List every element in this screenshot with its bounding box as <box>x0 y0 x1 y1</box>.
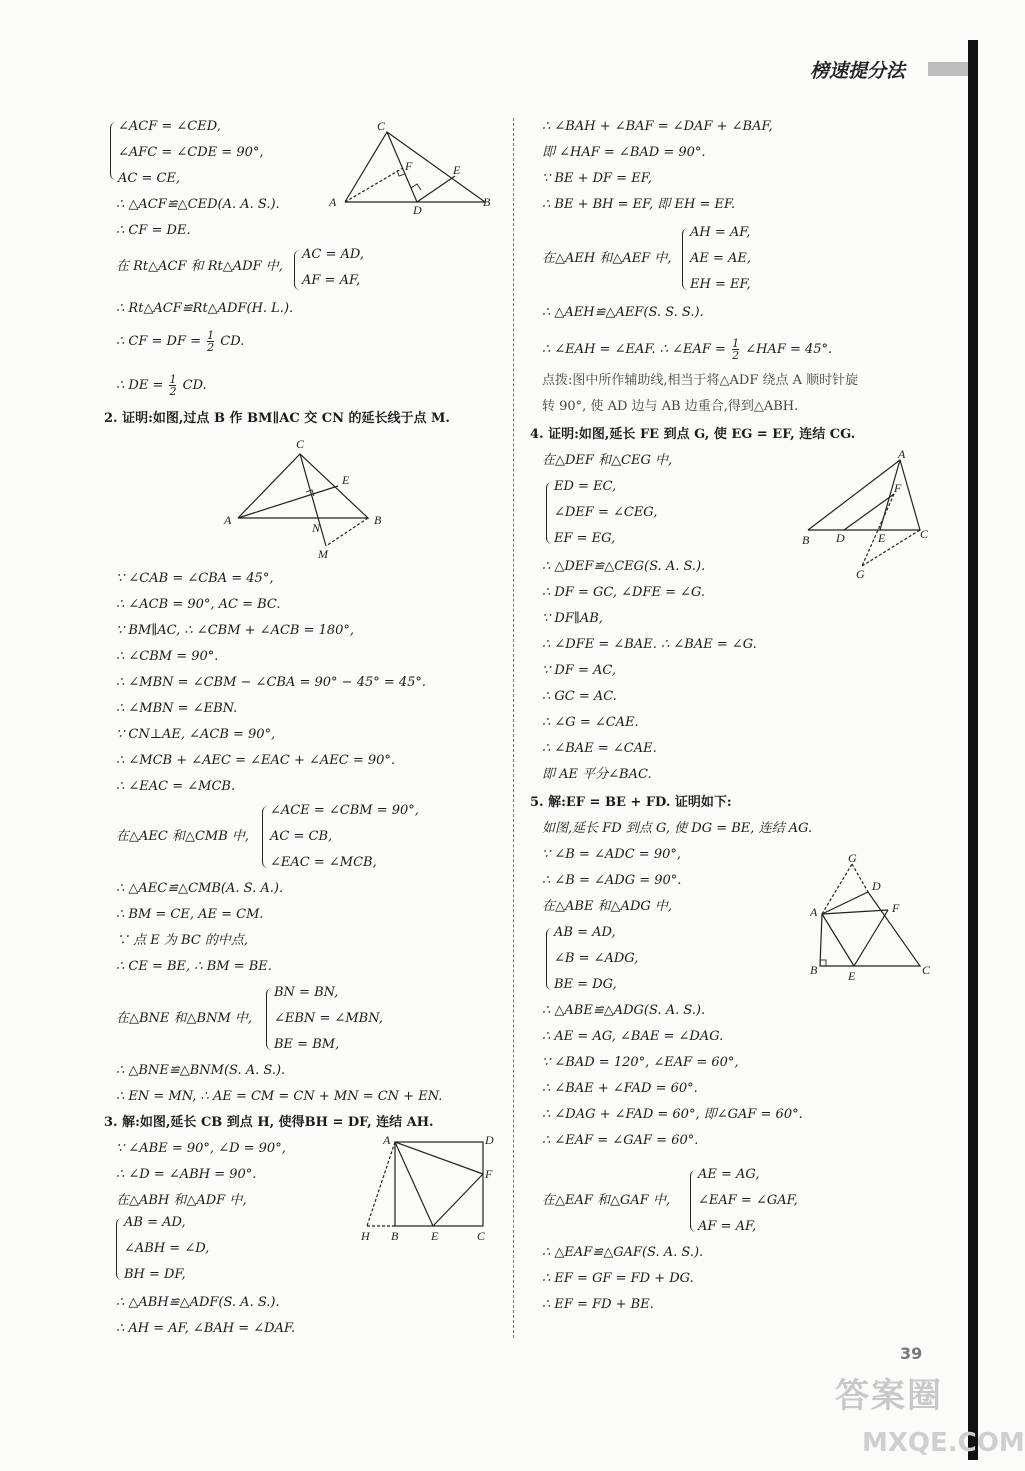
text: ∠HAF = 45°. <box>745 342 833 357</box>
figure-5 <box>806 850 946 986</box>
line: ∴ △ABH≌△ADF(S. A. S.). <box>116 1295 280 1310</box>
line: ∠DEF = ∠CEG, <box>554 505 658 520</box>
line: AB = AD, <box>124 1215 186 1230</box>
line <box>542 338 832 361</box>
label: F <box>405 159 413 173</box>
line: ∵ ∠CAB = ∠CBA = 45°, <box>116 571 274 586</box>
label: B <box>374 513 382 527</box>
label: C <box>377 119 386 133</box>
line: ∴ ∠MCB + ∠AEC = ∠EAC + ∠AEC = 90°. <box>116 753 396 768</box>
label: A <box>224 513 232 527</box>
brace <box>110 122 117 180</box>
label: E <box>431 1229 439 1243</box>
line: 在△AEH 和△AEF 中, <box>542 251 672 266</box>
label: E <box>453 163 461 177</box>
line <box>116 374 207 397</box>
header-bar <box>928 62 972 76</box>
line: ∠EBN = ∠MBN, <box>274 1011 383 1026</box>
line: ∴ GC = AC. <box>542 689 617 704</box>
line: AF = AF, <box>698 1219 757 1234</box>
text: ∴ ∠EAH = ∠EAF. ∴ ∠EAF = <box>542 342 726 357</box>
label: D <box>485 1133 494 1147</box>
line: ∵ 点 E 为 BC 的中点, <box>116 933 249 948</box>
line: ∴ ∠ACB = 90°, AC = BC. <box>116 597 281 612</box>
line: ∴ △ACF≌△CED(A. A. S.). <box>116 197 280 212</box>
numerator: 1 <box>169 373 177 386</box>
line: ∠B = ∠ADG, <box>554 951 639 966</box>
line: ∴ △EAF≌△GAF(S. A. S.). <box>542 1245 704 1260</box>
label: F <box>485 1167 493 1181</box>
label: E <box>848 969 856 983</box>
line: 在△ABH 和△ADF 中, <box>116 1193 247 1208</box>
watermark-url: MXQE.COM <box>862 1428 1025 1458</box>
line: ∴ △AEC≌△CMB(A. S. A.). <box>116 881 284 896</box>
line: ∴ AH = AF, ∠BAH = ∠DAF. <box>116 1321 296 1336</box>
line: ∴ Rt△ACF≌Rt△ADF(H. L.). <box>116 301 294 316</box>
line: ∠ABH = ∠D, <box>124 1241 210 1256</box>
text: ∴ DE = <box>116 378 164 393</box>
line: BE = DG, <box>554 977 617 992</box>
line: ∴ ∠MBN = ∠EBN. <box>116 701 238 716</box>
line: ∴ EN = MN, ∴ AE = CM = CN + MN = CN + EN. <box>116 1089 443 1104</box>
problem-5-heading: 5. 解:EF = BE + FD. 证明如下: <box>530 795 732 810</box>
line: ∴ DF = GC, ∠DFE = ∠G. <box>542 585 706 600</box>
label: D <box>872 879 881 893</box>
line: EH = EF, <box>690 277 751 292</box>
brace <box>682 228 689 290</box>
line: ∴ CE = BE, ∴ BM = BE. <box>116 959 272 974</box>
label: C <box>477 1229 486 1243</box>
brace <box>294 250 301 290</box>
label: B <box>483 195 491 209</box>
line: ∴ △ABE≌△ADG(S. A. S.). <box>542 1003 706 1018</box>
line: ∴ ∠BAH + ∠BAF = ∠DAF + ∠BAF, <box>542 119 773 134</box>
figure-3 <box>355 1130 505 1246</box>
line: EF = EG, <box>554 531 616 546</box>
line: ∴ ∠EAF = ∠GAF = 60°. <box>542 1133 699 1148</box>
line: ∴ ∠G = ∠CAE. <box>542 715 639 730</box>
label: B <box>810 963 818 977</box>
line: ∠EAC = ∠MCB, <box>270 855 377 870</box>
line: 在 Rt△ACF 和 Rt△ADF 中, <box>116 259 283 274</box>
figure-2 <box>218 436 393 561</box>
line: 即 ∠HAF = ∠BAD = 90°. <box>542 145 706 160</box>
line: ∴ EF = GF = FD + DG. <box>542 1271 694 1286</box>
line: BN = BN, <box>274 985 339 1000</box>
line <box>116 330 244 353</box>
problem-4-heading: 4. 证明:如图,延长 FE 到点 G, 使 EG = EF, 连结 CG. <box>530 427 856 442</box>
line: AC = CB, <box>270 829 333 844</box>
numerator: 1 <box>207 329 215 342</box>
line: ∵ BM∥AC, ∴ ∠CBM + ∠ACB = 180°, <box>116 623 355 638</box>
label: A <box>329 195 337 209</box>
brace <box>262 806 269 868</box>
text: CD. <box>182 378 207 393</box>
line: ∴ ∠BAE + ∠FAD = 60°. <box>542 1081 698 1096</box>
line: ∴ ∠DAG + ∠FAD = 60°, 即∠GAF = 60°. <box>542 1107 803 1122</box>
line: ∴ AE = AG, ∠BAE = ∠DAG. <box>542 1029 724 1044</box>
line: ∵ DF∥AB, <box>542 611 603 626</box>
line: ∵ DF = AC, <box>542 663 617 678</box>
label: C <box>920 527 929 541</box>
line: 在△EAF 和△GAF 中, <box>542 1193 671 1208</box>
line: ∴ BM = CE, AE = CM. <box>116 907 264 922</box>
line: ∴ ∠CBM = 90°. <box>116 649 219 664</box>
line: ∠ACE = ∠CBM = 90°, <box>270 803 419 818</box>
text: CD. <box>220 334 245 349</box>
fraction <box>207 330 214 353</box>
line: 在△AEC 和△CMB 中, <box>116 829 250 844</box>
line: ∵ ∠ABE = 90°, ∠D = 90°, <box>116 1141 286 1156</box>
denominator: 2 <box>169 385 177 398</box>
label: E <box>878 531 886 545</box>
line: ∴ ∠EAC = ∠MCB. <box>116 779 236 794</box>
line: ∴ ∠B = ∠ADG = 90°. <box>542 873 682 888</box>
line: 即 AE 平分∠BAC. <box>542 767 652 782</box>
line: AF = AF, <box>302 273 361 288</box>
label: B <box>802 533 810 547</box>
line: AE = AG, <box>698 1167 760 1182</box>
line: ED = EC, <box>554 479 617 494</box>
label: N <box>312 521 321 535</box>
line: 在△BNE 和△BNM 中, <box>116 1011 253 1026</box>
figure-4 <box>798 448 938 580</box>
line: AH = AF, <box>690 225 751 240</box>
line: ∠EAF = ∠GAF, <box>698 1193 798 1208</box>
brace <box>116 1218 123 1280</box>
label: D <box>413 203 422 217</box>
fraction <box>732 338 739 361</box>
line: BH = DF, <box>124 1267 186 1282</box>
brace <box>690 1170 697 1232</box>
label: E <box>342 473 350 487</box>
label: M <box>318 547 328 561</box>
problem-2-heading: 2. 证明:如图,过点 B 作 BM∥AC 交 CN 的延长线于点 M. <box>104 411 450 426</box>
line: ∴ ∠MBN = ∠CBM − ∠CBA = 90° − 45° = 45°. <box>116 675 427 690</box>
label: A <box>383 1133 391 1147</box>
tip-line-1: 点拨:图中所作辅助线,相当于将△ADF 绕点 A 顺时针旋 <box>542 373 859 388</box>
brace <box>546 482 553 544</box>
label: G <box>848 851 857 865</box>
column-divider <box>513 118 514 1338</box>
line: ∴ △DEF≌△CEG(S. A. S.). <box>542 559 706 574</box>
line: AC = AD, <box>302 247 364 262</box>
label: D <box>836 531 845 545</box>
tip-line-2: 转 90°, 使 AD 边与 AB 边重合,得到△ABH. <box>542 399 799 414</box>
label: F <box>894 481 902 495</box>
line: BE = BM, <box>274 1037 340 1052</box>
label: C <box>922 963 931 977</box>
line: 在△ABE 和△ADG 中, <box>542 899 673 914</box>
line: ∴ ∠DFE = ∠BAE. ∴ ∠BAE = ∠G. <box>542 637 757 652</box>
brace <box>266 988 273 1050</box>
line: ∵ CN⊥AE, ∠ACB = 90°, <box>116 727 276 742</box>
line: ∵ ∠BAD = 120°, ∠EAF = 60°, <box>542 1055 739 1070</box>
line: AC = CE, <box>118 171 181 186</box>
line: ∴ △BNE≌△BNM(S. A. S.). <box>116 1063 286 1078</box>
fraction <box>169 374 176 397</box>
label: B <box>391 1229 399 1243</box>
line: AE = AE, <box>690 251 752 266</box>
numerator: 1 <box>732 337 740 350</box>
page-edge <box>968 40 978 1460</box>
line: 如图,延长 FD 到点 G, 使 DG = BE, 连结 AG. <box>542 821 813 836</box>
figure-1 <box>325 118 500 218</box>
label: G <box>856 567 865 581</box>
label: F <box>892 901 900 915</box>
line: ∴ EF = FD + BE. <box>542 1297 654 1312</box>
problem-3-heading: 3. 解:如图,延长 CB 到点 H, 使得BH = DF, 连结 AH. <box>104 1115 434 1130</box>
denominator: 2 <box>207 341 215 354</box>
line: ∴ △AEH≌△AEF(S. S. S.). <box>542 305 704 320</box>
denominator: 2 <box>732 349 740 362</box>
label: A <box>898 447 906 461</box>
brace <box>546 928 553 990</box>
line: ∴ ∠BAE = ∠CAE. <box>542 741 657 756</box>
line: ∵ ∠B = ∠ADC = 90°, <box>542 847 681 862</box>
line: ∠AFC = ∠CDE = 90°, <box>118 145 264 160</box>
line: 在△DEF 和△CEG 中, <box>542 453 673 468</box>
line: ∴ ∠D = ∠ABH = 90°. <box>116 1167 257 1182</box>
line: ∴ BE + BH = EF, 即 EH = EF. <box>542 197 736 212</box>
label: C <box>296 437 305 451</box>
label: A <box>810 905 818 919</box>
header-brand: 榜速提分法 <box>810 60 906 82</box>
line: AB = AD, <box>554 925 616 940</box>
watermark-logo: 答案圈 <box>835 1376 943 1416</box>
label: H <box>361 1229 370 1243</box>
line: ∵ BE + DF = EF, <box>542 171 652 186</box>
line: ∴ CF = DE. <box>116 223 191 238</box>
text: ∴ CF = DF = <box>116 334 201 349</box>
page-number: 39 <box>900 1344 923 1363</box>
line: ∠ACF = ∠CED, <box>118 119 221 134</box>
